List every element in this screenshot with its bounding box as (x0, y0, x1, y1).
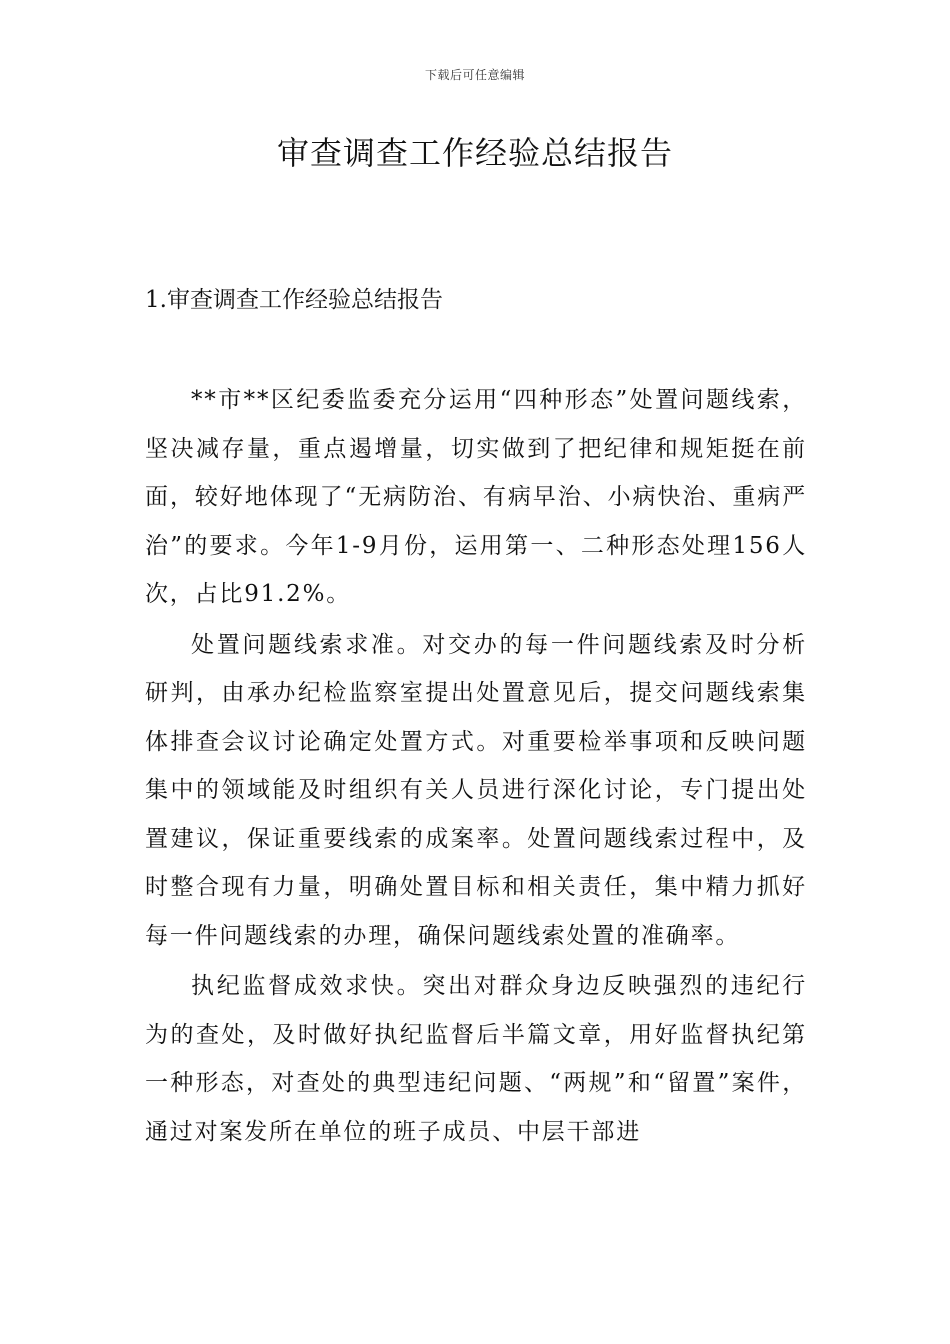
document-body (145, 376, 807, 1158)
paragraph-intro: **市**区纪委监委充分运用“四种形态”处置问题线索，坚决减存量，重点遏增量，切实做到了把纪律和规矩挺在前面，较好地体现了“无病防治、有病早治、小病快治、重病严治”的要求。今年1-9月份，运用第一、二种形态处理156人次，占比91.2%。 (145, 387, 807, 607)
document-title: 审查调查工作经验总结报告 (276, 134, 673, 172)
paragraph-clue-handling: 处置问题线索求准。对交办的每一件问题线索及时分析研判，由承办纪检监察室提出处置意见后，提交问题线索集体排查会议讨论确定处置方式。对重要检举事项和反映问题集中的领域能及时组织有关人员进行深化讨论，专门提出处置建议，保证重要线索的成案率。处置问题线索过程中，及时整合现有力量，明确处置目标和相关责任，集中精力抓好每一件问题线索的办理，确保问题线索处置的准确率。 (145, 631, 807, 949)
section-heading: 1.审查调查工作经验总结报告 (145, 287, 443, 313)
paragraph-supervision: 执纪监督成效求快。突出对群众身边反映强烈的违纪行为的查处，及时做好执纪监督后半篇文章，用好监督执纪第一种形态，对查处的典型违纪问题、“两规”和“留置”案件，通过对案发所在单位的班子成员、中层干部进 (145, 973, 807, 1145)
download-note: 下载后可任意编辑 (424, 68, 525, 82)
